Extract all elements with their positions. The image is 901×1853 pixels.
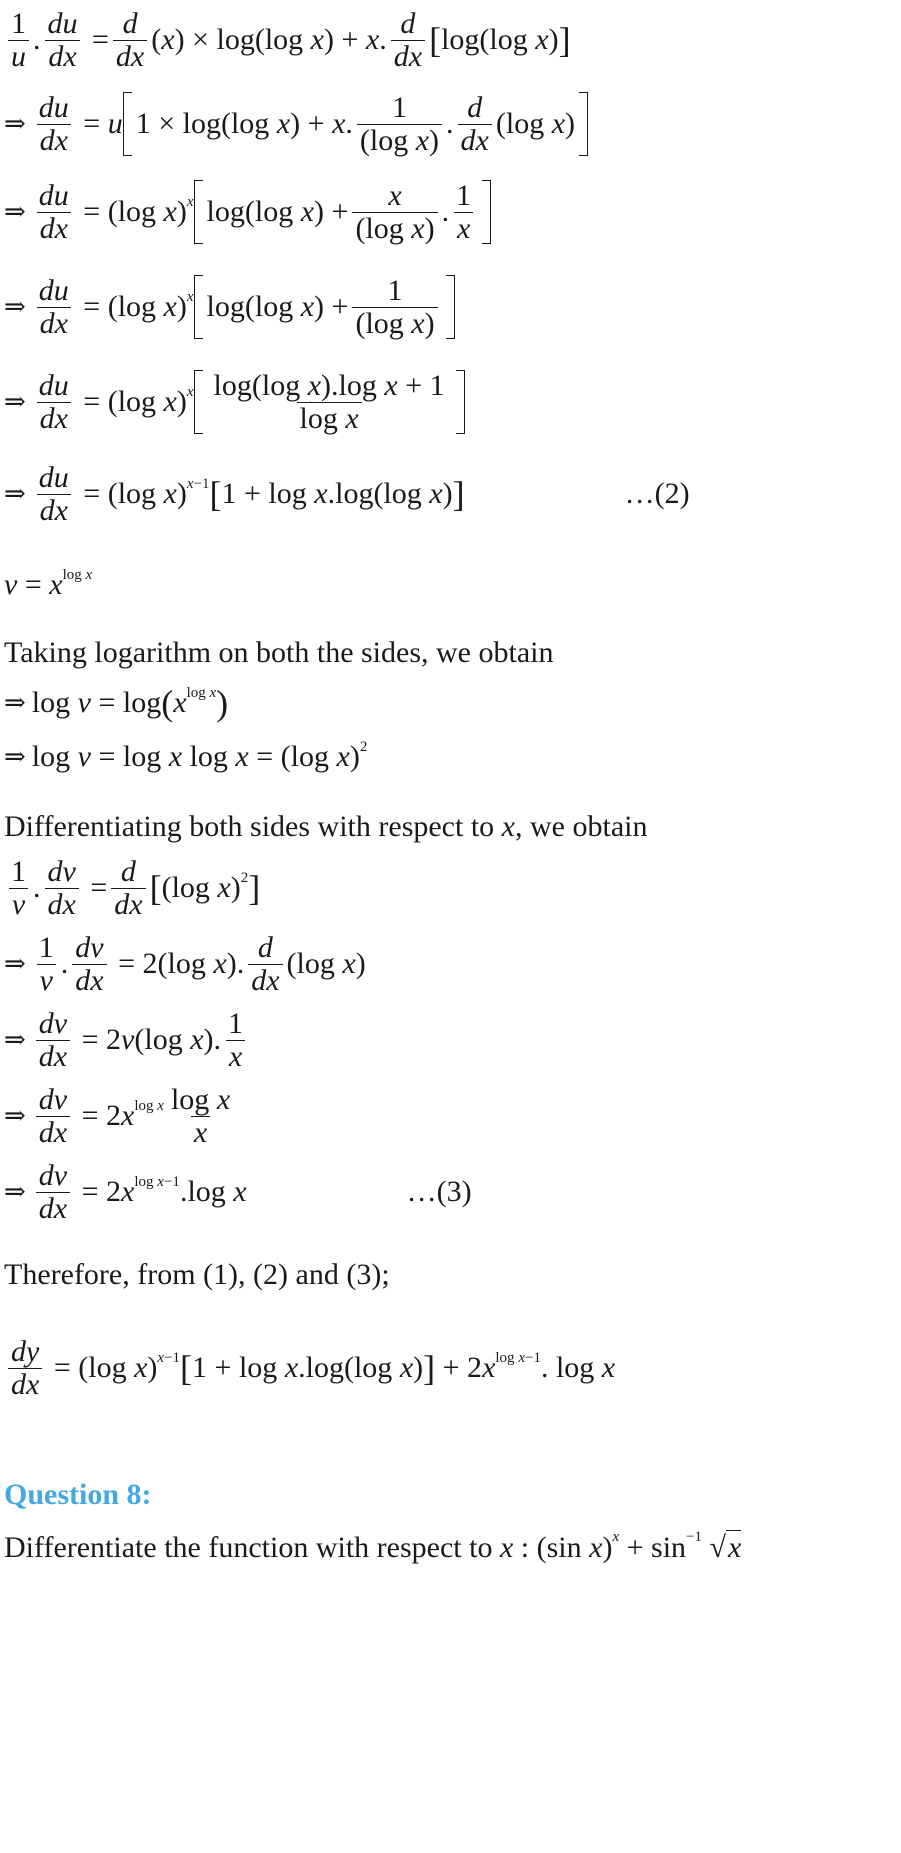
- equation-log-v-2: ⇒ log v = log x log x = (log x ) $^2$: [4, 738, 368, 773]
- question-heading: Question 8:: [4, 1478, 152, 1511]
- equation-v-step-4: ⇒ $\frac{dv}{dx}$ = 2 x $^{log x}$ $\frac{\text{log x}}{x}$: [4, 1083, 231, 1149]
- therefore-text: Therefore, from (1), (2) and (3);: [4, 1258, 390, 1291]
- equation-step-3: ⇒ $\frac{du}{dx}$ = (log x ) $^x$ log(log x ) + $\frac{x}{\text{(log x)}}$ . $\frac{1}{x}$: [4, 180, 491, 244]
- equation-v-step-2: ⇒ $\frac{1}{v}$ . $\frac{dv}{dx}$ = 2(log x ). $\frac{d}{dx}$ (log x ): [4, 931, 366, 997]
- equation-v-step-1: $\frac{1}{v}$ . $\frac{dv}{dx}$ = $\frac{d}{dx}$ [ (log x ) $^2$ ]: [4, 856, 260, 920]
- equation-v-definition: v = x $^{log x}$: [4, 566, 93, 601]
- equation-v-step-3: ⇒ $\frac{dv}{dx}$ = 2 v (log x ). $\frac{1}{x}$: [4, 1008, 250, 1072]
- question-text: Differentiate the function with respect to x : (sin x ) $^x$ + sin $^{-1}$ √ x: [4, 1529, 742, 1564]
- equation-step-2: ⇒ $\frac{du}{dx}$ = u 1 × log(log x ) + x . $\frac{1}{\text{(log x)}}$ . $\frac{d}{dx}$ (log x ): [4, 92, 588, 156]
- equation-step-6: ⇒ $\frac{du}{dx}$ = (log x ) $^{x -1}$ [ 1 + log x .log(log x ) ] …(2): [4, 461, 690, 527]
- equation-number-2: …(2): [624, 477, 690, 510]
- equation-number-3: …(3): [406, 1175, 472, 1208]
- equation-step-4: ⇒ $\frac{du}{dx}$ = (log x ) $^x$ log(log x ) + $\frac{1}{\text{(log x)}}$: [4, 275, 455, 339]
- question-function: (sin x ) $^x$ + sin $^{-1}$ √ x: [536, 1529, 742, 1564]
- taking-log-text: Taking logarithm on both the sides, we obtain: [4, 636, 554, 669]
- equation-v-step-5: ⇒ $\frac{dv}{dx}$ = 2 x $^{log x -1}$ .log x …(3): [4, 1159, 472, 1225]
- equation-step-1: $\frac{1}{u}$ . $\frac{du}{dx}$ = $\frac{d}{dx}$ ( x ) × log(log x ) + x . $\frac{d}{dx}$ [ log(log x ) ]: [4, 8, 571, 72]
- equation-final-result: $\frac{dy}{dx}$ = (log x ) $^{x -1}$ [ 1 + log x .log(log x ) ] + 2 x $^{log x -1}$ . log x: [4, 1336, 615, 1400]
- equation-step-5: ⇒ $\frac{du}{dx}$ = (log x ) $^x$ $\frac{\text{log(log x).log x + 1}}{\text{log x}}$: [4, 370, 465, 434]
- differentiating-text: Differentiating both sides with respect to x, we obtain: [4, 810, 648, 843]
- equation-log-v-1: ⇒ log v = log ( x $^{log x}$ ): [4, 683, 229, 723]
